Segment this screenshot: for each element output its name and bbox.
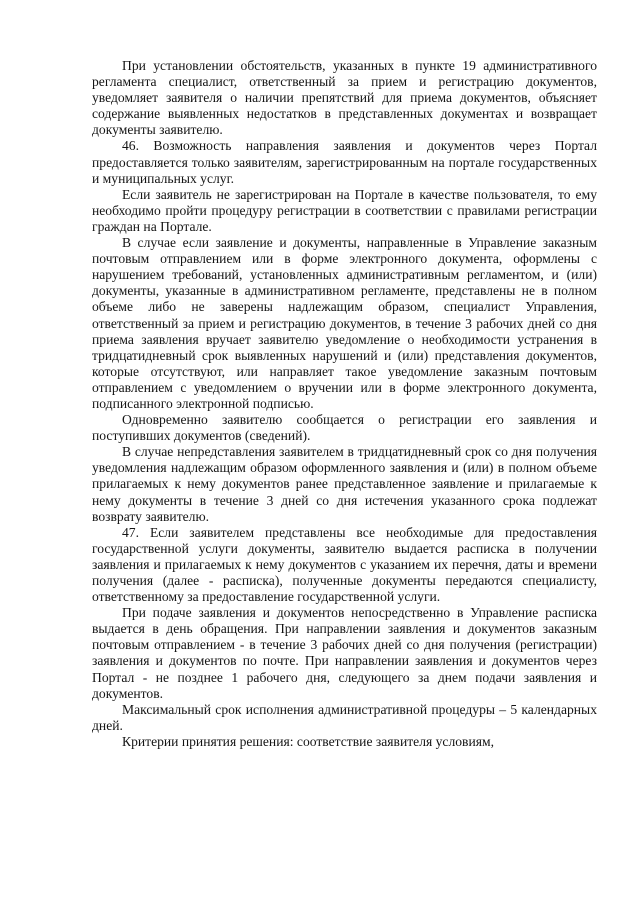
paragraph-portal-registration: Если заявитель не зарегистрирован на Портале в качестве пользователя, то ему необходимо пройти процедуру регистрации в соответствии с правилами регистрации граждан на Портале.: [92, 186, 597, 234]
paragraph-46-portal: 46. Возможность направления заявления и документов через Портал предоставляется только заявителям, зарегистрированным на портале государственных и муниципальных услуг.: [92, 138, 597, 186]
paragraph-violations-notice: В случае если заявление и документы, направленные в Управление заказным почтовым отправлением или в форме электронного документа, оформлены с нарушением требований, установленных административным регламентом, и (или) документы, указанные в административном регламенте, представлены не в полном объеме либо не заверены надлежащим образом, специалист Управления, ответственный за прием и регистрацию документов, в течение 3 рабочих дней со дня приема заявления вручает заявителю уведомление о необходимости устранения в тридцатидневный срок выявленных нарушений и (или) представления документов, которые отсутствуют, или направляет такое уведомление заказным почтовым отправлением с уведомлением о вручении или в форме электронного документа, подписанного электронной подписью.: [92, 235, 597, 411]
paragraph-obstacles-notice: При установлении обстоятельств, указанных в пункте 19 административного регламента специалист, ответственный за прием и регистрацию документов, уведомляет заявителя о наличии препятствий для приема документов, объясняет содержание выявленных недостатков в представленных документах и возвращает документы заявителю.: [92, 58, 597, 138]
paragraph-return-documents: В случае непредставления заявителем в тридцатидневный срок со дня получения уведомления надлежащим образом оформленного заявления и (или) в полном объеме прилагаемых к нему документов ранее представленное заявление и прилагаемые к нему документы в течение 3 дней со дня истечения указанного срока подлежат возврату заявителю.: [92, 444, 597, 524]
document-page: [92, 58, 597, 750]
paragraph-receipt-timing: При подаче заявления и документов непосредственно в Управление расписка выдается в день обращения. При направлении заявления и документов заказным почтовым отправлением - в течение 3 рабочих дней со дня получения (регистрации) заявления и документов по почте. При направлении заявления и документов через Портал - не позднее 1 рабочего дня, следующего за днем подачи заявления и документов.: [92, 605, 597, 701]
paragraph-47-receipt: 47. Если заявителем представлены все необходимые для предоставления государственной услуги документы, заявителю выдается расписка в получении заявления и прилагаемых к нему документов с указанием их перечня, даты и времени получения (далее - расписка), полученные документы передаются специалисту, ответственному за предоставление государственной услуги.: [92, 524, 597, 605]
paragraph-max-duration: Максимальный срок исполнения административной процедуры – 5 календарных дней.: [92, 701, 597, 733]
paragraph-decision-criteria: Критерии принятия решения: соответствие заявителя условиям,: [122, 733, 494, 749]
paragraph-registration-message: Одновременно заявителю сообщается о регистрации его заявления и поступивших документов (сведений).: [92, 412, 597, 444]
